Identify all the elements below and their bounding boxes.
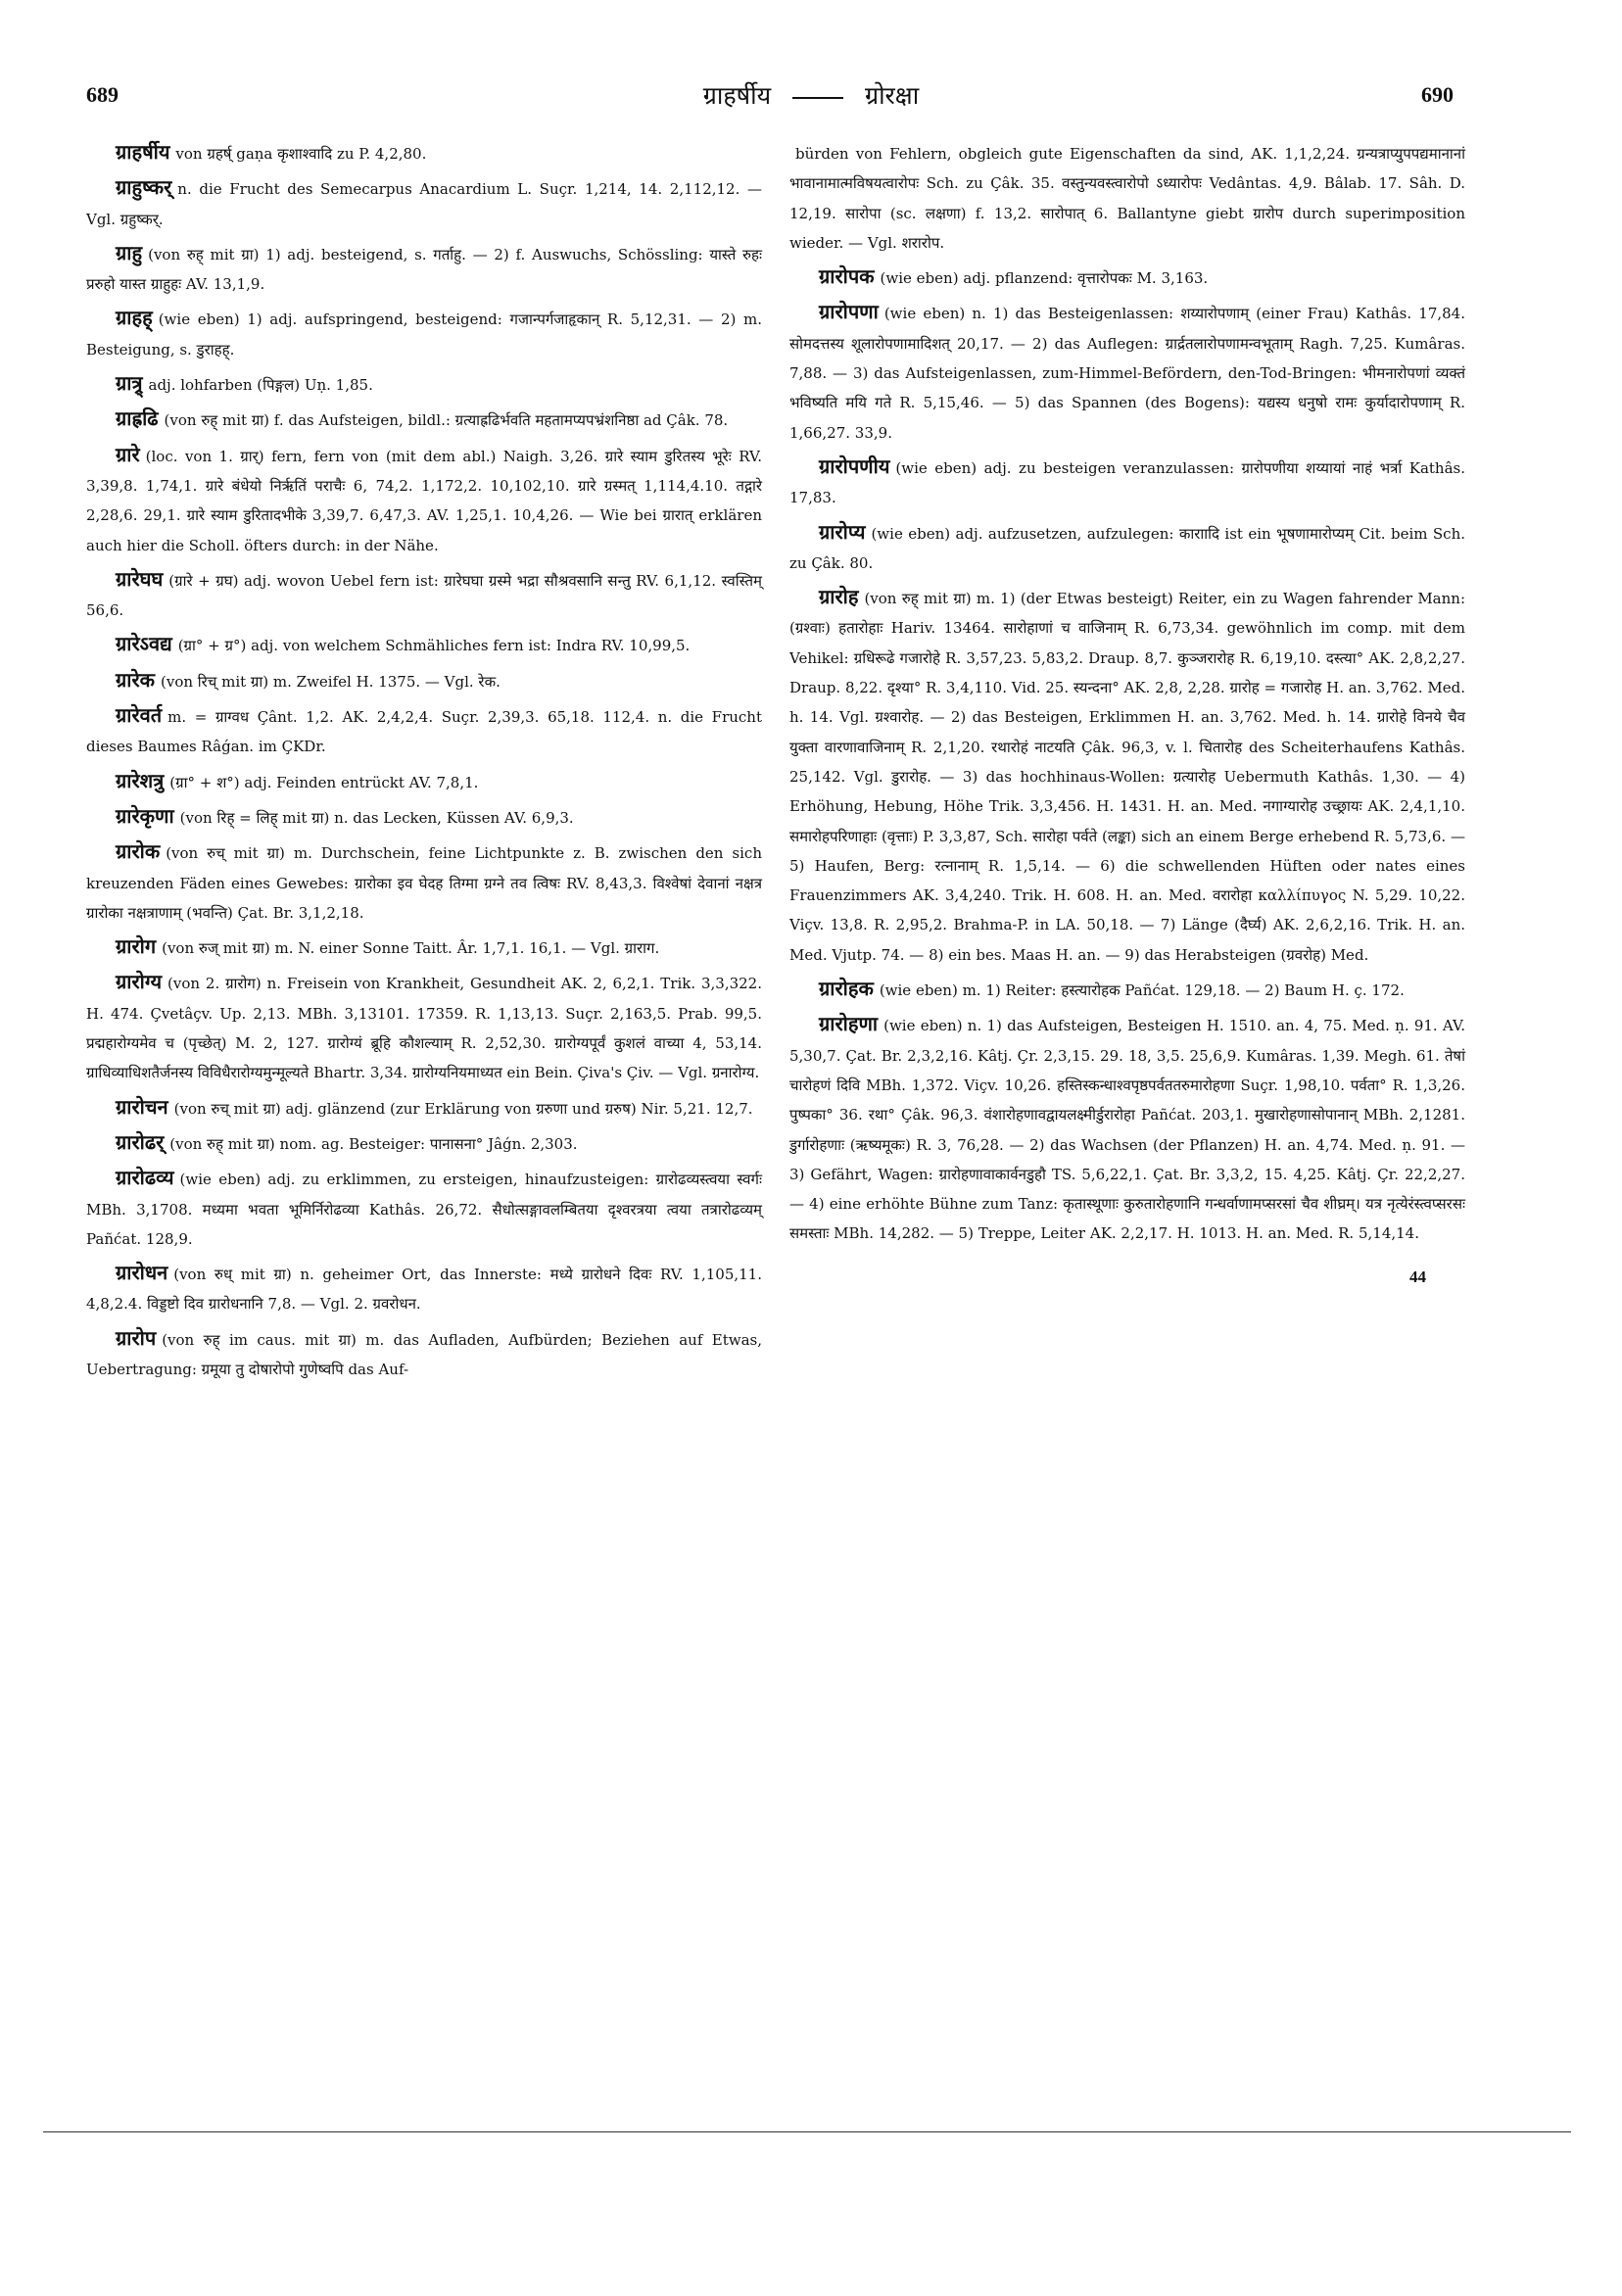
entry-text: (wie eben) adj. aufzusetzen, aufzulegen: काराादि ist ein भूषणामारोप्यम् Cit. beim Sch. zu Çâk. 80. bbox=[789, 524, 1465, 572]
entry-headword: ग्रारोग्य bbox=[116, 970, 163, 994]
entry-headword: ग्राहुष्कर् bbox=[116, 175, 172, 200]
entry-text: (von रुह् mit ग्रा) nom. ag. Besteiger: पानासना° Jâǵn. 2,303. bbox=[169, 1134, 578, 1153]
entry-text: bürden von Fehlern, obgleich gute Eigenschaften da sind, AK. 1,1,2,24. ग्रन्यत्राप्युपपद्यमानानां भावानामात्मविषयत्वारोपः Sch. zu Çâk. 35. वस्तुन्यवस्त्वारोपो ऽध्यारोपः Vedântas. 4,9. Bâlab. 17. Sâh. D. 12,19. सारोपा (sc. लक्षणा) f. 13,2. सारोपात् 6. Ballantyne giebt ग्रारोप durch superimposition wieder. — Vgl. शरारोप. bbox=[789, 145, 1465, 252]
entry-headword: ग्रारेकृणा bbox=[116, 803, 174, 828]
signature-mark: 44 bbox=[1409, 1267, 1426, 1286]
running-head bbox=[0, 78, 1622, 112]
dictionary-entry bbox=[86, 1092, 762, 1124]
entry-text: (wie eben) n. 1) das Besteigenlassen: शय्यारोपणाम् (einer Frau) Kathâs. 17,84. सोमदत्तस्य शूलारोपणामादिशत् 20,17. — 2) das Auflegen: ग्रार्द्रतलारोपणामन्वभूताम् Ragh. 7,25. Kumâras. 7,88. — 3) das Aufsteigenlassen, zum-Himmel-Befördern, den-Tod-Bringen: भीमनारोपणां व्यक्तं भविष्यति मयि गते R. 5,15,46. — 5) das Spannen (des Bogens): यद्यस्य धनुषो रामः कुर्यादारोपणाम् R. 1,66,27. 33,9. bbox=[789, 305, 1465, 442]
dictionary-entry bbox=[86, 172, 762, 234]
entry-headword: ग्रारोपक bbox=[819, 264, 875, 289]
dictionary-entry bbox=[86, 238, 762, 300]
entry-text: (von रिह् = लिह् mit ग्रा) n. das Lecken, Küssen AV. 6,9,3. bbox=[179, 808, 574, 827]
page-number-left: 689 bbox=[86, 82, 119, 107]
dictionary-entry bbox=[86, 665, 762, 696]
page-header bbox=[0, 82, 1622, 121]
dictionary-entry bbox=[86, 440, 762, 560]
entry-text: (wie eben) adj. pflanzend: वृत्तारोपकः M. 3,163. bbox=[880, 269, 1209, 288]
entry-text: (wie eben) 1) adj. aufspringend, besteigend: गजान्पर्गजाहृकान् R. 5,12,31. — 2) m. Besteigung, s. डुराहह्. bbox=[86, 311, 762, 359]
dictionary-entry bbox=[86, 801, 762, 833]
entry-headword: ग्रारोचन bbox=[116, 1094, 168, 1119]
entry-text: n. die Frucht des Semecarpus Anacardium L. Suçr. 1,214, 14. 2,112,12. — Vgl. ग्रहुष्कर्. bbox=[86, 180, 762, 228]
dictionary-entry bbox=[86, 303, 762, 364]
entry-text: (von रुह् mit ग्रा) m. 1) (der Etwas besteigt) Reiter, ein zu Wagen fahrender Mann: (ग्रश्वाः) हतारोहाः Hariv. 13464. सारोहाणां च वाजिनाम् R. 6,73,34. gewöhnlich im comp. mit dem Vehikel: ग्रधिरूढे गजारोहे R. 3,57,23. 5,83,2. Draup. 8,7. कुञ्जरारोह R. 6,19,10. दस्त्या° AK. 2,8,2,27. Draup. 8,22. दृश्या° R. 3,4,110. Vid. 25. स्यन्दना° AK. 2,8, 2,28. ग्रारोह = गजारोह H. an. 3,762. Med. h. 14. Vgl. ग्रश्वारोह. — 2) das Besteigen, Erklimmen H. an. 3,762. Med. h. 14. ग्रारोहे विनये चैव युक्ता वारणावाजिनाम् R. 2,1,20. रथारोहं नाटयति Çâk. 96,3, v. l. चितारोह des Scheiterhaufens Kathâs. 25,142. Vgl. डुरारोह. — 3) das hochhinaus-Wollen: ग्रत्यारोह Uebermuth Kathâs. 1,30. — 4) Erhöhung, Hebung, Höhe Trik. 3,3,456. H. 1431. H. an. Med. नगाग्यारोह उच्छ्रायः AK. 2,4,1,10. समारोहपरिणाहाः (वृत्ताः) P. 3,3,87, Sch. सारोहा पर्वते (लङ्का) sich an einem Berge erhebend R. 5,73,6. — 5) Haufen, Berg: रत्नानाम् R. 1,5,14. — 6) die schwellenden Hüften oder nates eines Frauenzimmers AK. 3,4,240. Trik. H. 608. H. an. Med. वरारोहा καλλίπυγος N. 5,29. 10,22. Viçv. 13,8. R. 2,95,2. Brahma-P. in LA. 50,18. — 7) Länge (दैर्घ्य) AK. 2,6,2,16. Trik. H. an. Med. Vjutp. 74. — 8) ein bes. Maas H. an. — 9) das Herabsteigen (ग्रवरोह) Med. bbox=[789, 590, 1465, 964]
dictionary-entry bbox=[86, 1127, 762, 1159]
entry-headword: ग्राहु bbox=[116, 240, 143, 264]
dictionary-entry bbox=[86, 137, 762, 168]
entry-headword: ग्रारोपणा bbox=[819, 300, 879, 324]
entry-headword: ग्रारोधन bbox=[116, 1261, 168, 1285]
entry-text: (von रुज् mit ग्रा) m. N. einer Sonne Taitt. Âr. 1,7,1. 16,1. — Vgl. ग्राराग. bbox=[162, 939, 660, 958]
entry-text: (ग्रा° + ग्र°) adj. von welchem Schmähliches fern ist: Indra RV. 10,99,5. bbox=[177, 637, 691, 655]
dictionary-entry bbox=[86, 564, 762, 626]
entry-text: (von रुह् mit ग्रा) 1) adj. besteigend, s. गर्ताहु. — 2) f. Auswuchs, Schössling: यास्ते रुहः प्ररुहो यास्त ग्राहुहः AV. 13,1,9. bbox=[86, 245, 762, 294]
entry-headword: ग्रारोढव्य bbox=[116, 1166, 174, 1190]
entry-headword: ग्रारोहक bbox=[819, 977, 874, 1001]
entry-headword: ग्रात्र्र् bbox=[116, 371, 143, 396]
entry-text: (wie eben) m. 1) Reiter: हस्त्यारोहक Pañćat. 129,18. — 2) Baum H. ç. 172. bbox=[879, 981, 1405, 1000]
dictionary-entry bbox=[86, 837, 762, 928]
dictionary-entry bbox=[789, 262, 1465, 293]
dictionary-entry bbox=[86, 368, 762, 400]
entry-text: (von रुह् im caus. mit ग्रा) m. das Aufladen, Aufbürden; Beziehen auf Etwas, Uebertragung: ग्रमूया तु दोषारोपो गुणेष्वपि das Auf- bbox=[86, 1330, 762, 1378]
entry-text: (ग्रा° + श°) adj. Feinden entrückt AV. 7,8,1. bbox=[169, 773, 479, 791]
entry-headword: ग्रारेघघ bbox=[116, 566, 164, 591]
entry-headword: ग्रारोप्य bbox=[819, 519, 866, 544]
dictionary-entry bbox=[789, 974, 1465, 1005]
footer-rule bbox=[43, 2131, 1571, 2132]
dictionary-entry bbox=[789, 297, 1465, 447]
entry-headword: ग्रारोपणीय bbox=[819, 454, 890, 478]
dictionary-entry bbox=[86, 1258, 762, 1319]
entry-headword: ग्रारोह bbox=[819, 585, 859, 609]
entry-headword: ग्रारोहणा bbox=[819, 1012, 879, 1036]
dictionary-entry bbox=[86, 404, 762, 435]
entry-headword: ग्राह्रढि bbox=[116, 407, 159, 431]
dictionary-entry bbox=[789, 582, 1465, 970]
dictionary-entry bbox=[789, 517, 1465, 579]
entry-headword: ग्रारेऽवद्य bbox=[116, 632, 172, 656]
entry-text: (wie eben) adj. zu besteigen veranzulassen: ग्रारोपणीया शय्यायां नाहं भर्त्रा Kathâs. 17,83. bbox=[789, 458, 1465, 507]
entry-text: (von रुच् mit ग्रा) adj. glänzend (zur Erklärung von ग्ररुणा und ग्ररुष) Nir. 5,21. 12,7. bbox=[173, 1099, 753, 1118]
entry-text: adj. lohfarben (पिङ्गल) Uṇ. 1,85. bbox=[148, 376, 373, 395]
entry-text: (von रुह् mit ग्रा) f. das Aufsteigen, bildl.: ग्रत्याह्रढिर्भवति महतामप्यपभ्रंशनिष्ठा ad Çâk. 78. bbox=[164, 411, 729, 430]
dictionary-entry bbox=[789, 1009, 1465, 1248]
entry-text: (loc. von 1. ग्रार्) fern, fern von (mit dem abl.) Naigh. 3,26. ग्रारे स्याम डुरितस्य भूरेः RV. 3,39,8. 1,74,1. ग्रारे बंधेयो निर्ऋतिं पराचैः 6, 74,2. 1,172,2. 10,102,10. ग्रारे ग्रस्मत् 1,114,4.10. तद्गारे 2,28,6. 29,1. ग्रारे स्याम डुरितादभीके 3,39,7. 6,47,3. AV. 1,25,1. 10,4,26. — Wie bei ग्रारात् erklären auch hier die Scholl. öfters durch: in der Nähe. bbox=[86, 447, 762, 554]
entry-text: m. = ग्राग्वध Çânt. 1,2. AK. 2,4,2,4. Suçr. 2,39,3. 65,18. 112,4. n. die Frucht dieses Baumes Râǵan. im ÇKDr. bbox=[86, 708, 762, 756]
dictionary-entry bbox=[86, 629, 762, 660]
entry-text: (von रिच् mit ग्रा) m. Zweifel H. 1375. — Vgl. रेक. bbox=[161, 672, 501, 691]
dictionary-entry bbox=[86, 967, 762, 1087]
entry-headword: ग्रारोक bbox=[116, 839, 161, 864]
running-head-right: ग्रोरक्षा bbox=[864, 81, 920, 110]
dictionary-entry bbox=[789, 137, 1465, 258]
entry-text: (von 2. ग्रारोग) n. Freisein von Krankheit, Gesundheit AK. 2, 6,2,1. Trik. 3,3,322. H. 474. Çvetâçv. Up. 2,13. MBh. 3,13101. 17359. R. 1,13,13. Suçr. 2,163,5. Prab. 99,5. प्रद्महारोग्यमेव च (पृच्छेत्) M. 2, 127. ग्रारोग्यं ब्रूहि कौशल्याम् R. 2,52,30. ग्रारोग्यपूर्वं कुशलं वाच्या 4, 53,14. ग्राधिव्याधिशतैर्जनस्य विविधैरारोग्यमुन्मूल्यते Bhartr. 3,34. ग्रारोग्यनियमाध्यत ein Bein. Çiva's Çiv. — Vgl. ग्रनारोग्य. bbox=[86, 975, 762, 1082]
entry-headword: ग्राहर्षीय bbox=[116, 140, 170, 164]
entry-headword: ग्रारेवर्त bbox=[116, 703, 163, 728]
entry-headword: ग्रारोढर् bbox=[116, 1129, 165, 1154]
right-column bbox=[789, 137, 1465, 1292]
dictionary-entry bbox=[86, 766, 762, 797]
entry-headword: ग्रारेक bbox=[116, 667, 155, 692]
entry-headword: ग्रारोग bbox=[116, 934, 157, 959]
dictionary-entry bbox=[789, 452, 1465, 513]
page-number-right: 690 bbox=[1421, 82, 1454, 107]
entry-headword: ग्राहह् bbox=[116, 306, 153, 330]
dictionary-entry bbox=[86, 1163, 762, 1254]
entry-text: (wie eben) adj. zu erklimmen, zu ersteigen, hinaufzusteigen: ग्रारोढव्यस्त्वया स्वर्गः MBh. 3,1708. मध्यमा भवता भूमिर्निरोढव्या Kathâs. 26,72. सैधोत्सङ्गावलम्बितया दृश्वरत्रया त्वया तत्रारोढव्यम् Pañćat. 128,9. bbox=[86, 1171, 762, 1248]
running-head-left: ग्राहर्षीय bbox=[702, 81, 772, 110]
entry-headword: ग्रारेशत्रु bbox=[116, 768, 165, 792]
entry-text: (von रुध् mit ग्रा) n. geheimer Ort, das Innerste: मध्ये ग्रारोधने दिवः RV. 1,105,11. 4,8,2.4. विड्डष्टो दिव ग्रारोधनानि 7,8. — Vgl. 2. ग्रवरोधन. bbox=[86, 1266, 762, 1314]
entry-headword: ग्रारोप bbox=[116, 1325, 157, 1350]
entry-text: (von रुच् mit ग्रा) m. Durchschein, feine Lichtpunkte z. B. zwischen den sich kreuzenden Fäden eines Gewebes: ग्रारोका इव घेदह तिग्मा ग्रग्ने तव त्विषः RV. 8,43,3. विश्वेषां देवानां नक्षत्र ग्रारोका नक्षत्राणाम् (भवन्ति) Çat. Br. 3,1,2,18. bbox=[86, 844, 762, 922]
dictionary-entry bbox=[86, 700, 762, 762]
dictionary-entry bbox=[86, 1323, 762, 1385]
left-column bbox=[86, 137, 762, 1384]
running-head-dash bbox=[792, 97, 843, 99]
dictionary-entry bbox=[86, 932, 762, 963]
entry-headword: ग्रारे bbox=[116, 442, 140, 466]
entry-text: von ग्रहर्ष् gaṇa कृशाश्वादि zu P. 4,2,80. bbox=[175, 145, 427, 163]
entry-text: (wie eben) n. 1) das Aufsteigen, Besteigen H. 1510. an. 4, 75. Med. ṇ. 91. AV. 5,30,7. Çat. Br. 2,3,2,16. Kâtj. Çr. 2,3,15. 29. 18, 3,5. 25,6,9. Kumâras. 1,39. Megh. 61. तेषां चारोहणं दिवि MBh. 1,372. Viçv. 10,26. हस्तिस्कन्धाश्वपृष्ठपर्वततरुमारोहणा Suçr. 1,98,10. पर्वता° R. 1,3,26. पुष्पका° 36. रथा° Çâk. 96,3. वंशारोहणावद्वायलक्ष्मीर्डुरारोहा Pañćat. 203,1. मुखारोहणासोपानान् MBh. 2,1281. डुर्गारोहणाः (ऋष्यमूकः) R. 3, 76,28. — 2) das Wachsen (der Pflanzen) H. an. 4,74. Med. ṇ. 91. — 3) Gefährt, Wagen: ग्रारोहणावाकार्वनडुहौ TS. 5,6,22,1. Çat. Br. 3,3,2, 15. 4,25. Kâtj. Çr. 22,2,27. — 4) eine erhöhte Bühne zum Tanz: कृतास्थूणाः कुरुतारोहणानि गन्धर्वाणामप्सरसां चैव शीघ्रम्। यत्र नृत्येरंस्त्वप्सरसः समस्ताः MBh. 14,282. — 5) Treppe, Leiter AK. 2,2,17. H. 1013. H. an. Med. R. 5,14,14. bbox=[789, 1017, 1465, 1243]
entry-text: (ग्रारे + ग्रघ) adj. wovon Uebel fern ist: ग्रारेघघा ग्रस्मे भद्रा सौश्रवसानि सन्तु RV. 6,1,12. स्वस्तिम् 56,6. bbox=[86, 571, 762, 620]
